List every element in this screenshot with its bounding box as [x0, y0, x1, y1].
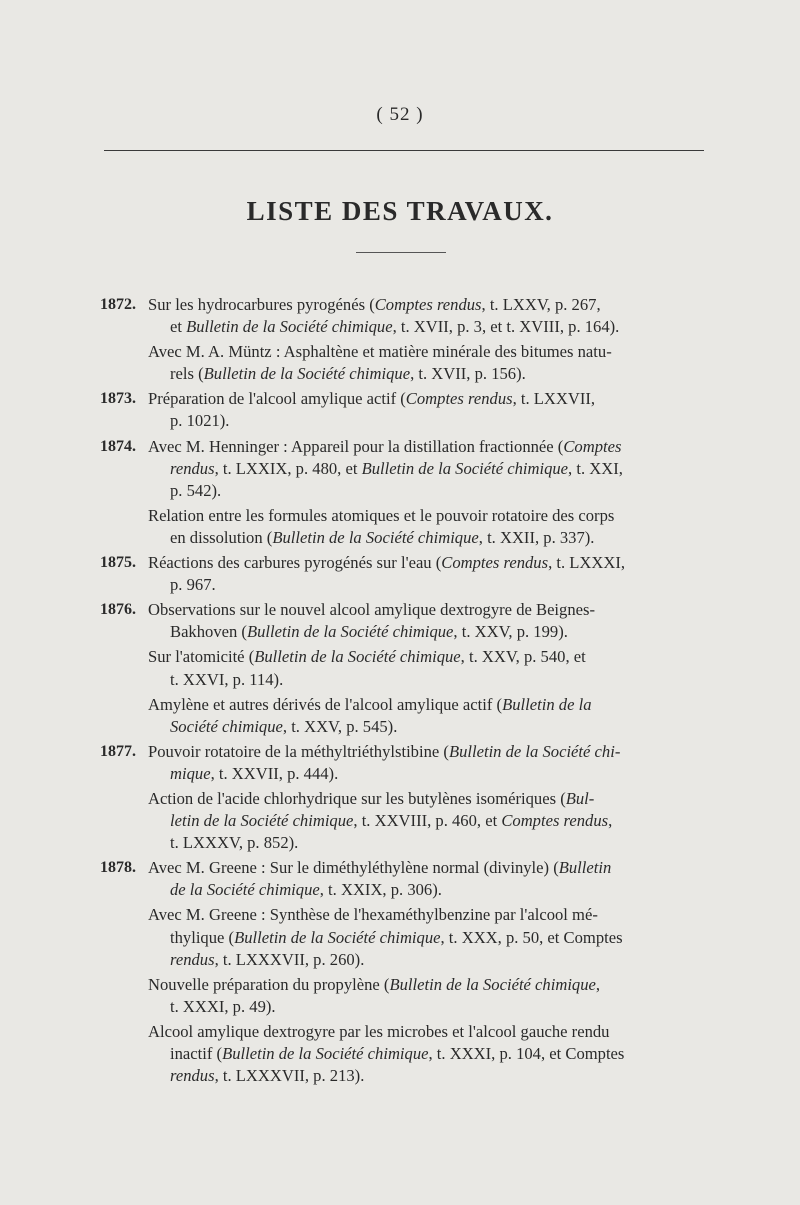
- bibliography-entry: [148, 857, 710, 901]
- entry-year: 1877.: [100, 742, 136, 760]
- bibliography-entry: [148, 741, 710, 785]
- bibliography-entry: [148, 436, 710, 502]
- year-block: [100, 599, 710, 738]
- entry-year: 1872.: [100, 296, 136, 313]
- entry-line: rendus, t. LXXIX, p. 480, et Bulletin de la Société chimique, t. XXI,: [170, 458, 623, 478]
- bibliography-entry: [148, 788, 710, 854]
- bibliography-entry: [148, 694, 710, 738]
- entry-line: Alcool amylique dextrogyre par les microbes et l'alcool gauche rendu: [148, 1021, 610, 1041]
- entry-line: p. 967.: [170, 575, 216, 595]
- entry-line: Action de l'acide chlorhydrique sur les butylènes isomériques (Bul-: [148, 788, 595, 808]
- title-underline: [356, 252, 446, 253]
- page-title: LISTE DES TRAVAUX.: [246, 196, 554, 226]
- entry-line: en dissolution (Bulletin de la Société chimique, t. XXII, p. 337).: [170, 527, 595, 547]
- entry-line: t. XXVI, p. 114).: [170, 669, 284, 689]
- year-block: [100, 741, 710, 854]
- entry-line: t. XXXI, p. 49).: [170, 996, 276, 1016]
- entry-line: Nouvelle préparation du propylène (Bulletin de la Société chimique,: [148, 974, 601, 994]
- entry-line: Relation entre les formules atomiques et le pouvoir rotatoire des corps: [148, 505, 615, 525]
- bibliography-entry: [148, 294, 710, 338]
- entry-line: Sur l'atomicité (Bulletin de la Société chimique, t. XXV, p. 540, et: [148, 647, 586, 667]
- entry-line: Bakhoven (Bulletin de la Société chimique, t. XXV, p. 199).: [170, 622, 568, 642]
- entry-year: 1875.: [100, 554, 136, 572]
- entry-line: Avec M. A. Müntz : Asphaltène et matière minérale des bitumes natu-: [148, 342, 612, 362]
- year-block: [100, 857, 710, 1087]
- entry-line: Pouvoir rotatoire de la méthyltriéthylstibine (Bulletin de la Société chi-: [148, 741, 621, 761]
- entry-line: rendus, t. LXXXVII, p. 213).: [170, 1066, 365, 1086]
- bibliography-entry: [148, 904, 710, 970]
- entry-line: Préparation de l'alcool amylique actif (Comptes rendus, t. LXXVII,: [148, 389, 596, 409]
- entry-line: Avec M. Greene : Sur le diméthyléthylène normal (divinyle) (Bulletin: [148, 858, 612, 878]
- entry-line: Société chimique, t. XXV, p. 545).: [170, 716, 398, 736]
- entry-line: thylique (Bulletin de la Société chimique, t. XXX, p. 50, et Comptes: [170, 927, 623, 947]
- entry-line: Observations sur le nouvel alcool amylique dextrogyre de Beignes-: [148, 600, 595, 620]
- entry-line: p. 1021).: [170, 411, 230, 431]
- bibliography-entry: [148, 388, 710, 432]
- bibliography-entry: [148, 1021, 710, 1087]
- entry-line: mique, t. XXVII, p. 444).: [170, 763, 339, 783]
- entry-line: rels (Bulletin de la Société chimique, t. XVII, p. 156).: [170, 364, 526, 384]
- header-rule: [104, 150, 704, 151]
- bibliography-entry: [148, 599, 710, 643]
- entry-line: Réactions des carbures pyrogénés sur l'eau (Comptes rendus, t. LXXXI,: [148, 553, 626, 573]
- entry-line: et Bulletin de la Société chimique, t. XVII, p. 3, et t. XVIII, p. 164).: [170, 317, 620, 337]
- entry-line: de la Société chimique, t. XXIX, p. 306).: [170, 880, 442, 900]
- bibliography-entry: [148, 974, 710, 1018]
- year-block: [100, 436, 710, 549]
- year-block: [100, 294, 710, 385]
- entry-year: 1874.: [100, 437, 136, 455]
- entry-line: Sur les hydrocarbures pyrogénés (Comptes rendus, t. LXXV, p. 267,: [148, 295, 601, 314]
- year-block: [100, 388, 710, 432]
- entry-line: p. 542).: [170, 480, 222, 500]
- entry-line: t. LXXXV, p. 852).: [170, 833, 299, 853]
- entry-year: 1878.: [100, 859, 136, 877]
- year-block: [100, 552, 710, 596]
- entry-year: 1873.: [100, 390, 136, 408]
- bibliography-entry: [148, 646, 710, 690]
- page-number: ( 52 ): [376, 104, 424, 125]
- entry-line: letin de la Société chimique, t. XXVIII, p. 460, et Comptes rendus,: [170, 811, 613, 831]
- entry-line: inactif (Bulletin de la Société chimique, t. XXXI, p. 104, et Comptes: [170, 1044, 625, 1063]
- bibliography-entry: [148, 505, 710, 549]
- entry-line: Avec M. Henninger : Appareil pour la distillation fractionnée (Comptes: [148, 436, 622, 456]
- bibliography-entry: [148, 552, 710, 596]
- entry-line: Avec M. Greene : Synthèse de l'hexaméthylbenzine par l'alcool mé-: [148, 905, 598, 925]
- entry-line: Amylène et autres dérivés de l'alcool amylique actif (Bulletin de la: [148, 694, 592, 714]
- bibliography-entry: [148, 341, 710, 385]
- entry-line: rendus, t. LXXXVII, p. 260).: [170, 949, 365, 969]
- works-list: [100, 294, 710, 1090]
- entry-year: 1876.: [100, 601, 136, 619]
